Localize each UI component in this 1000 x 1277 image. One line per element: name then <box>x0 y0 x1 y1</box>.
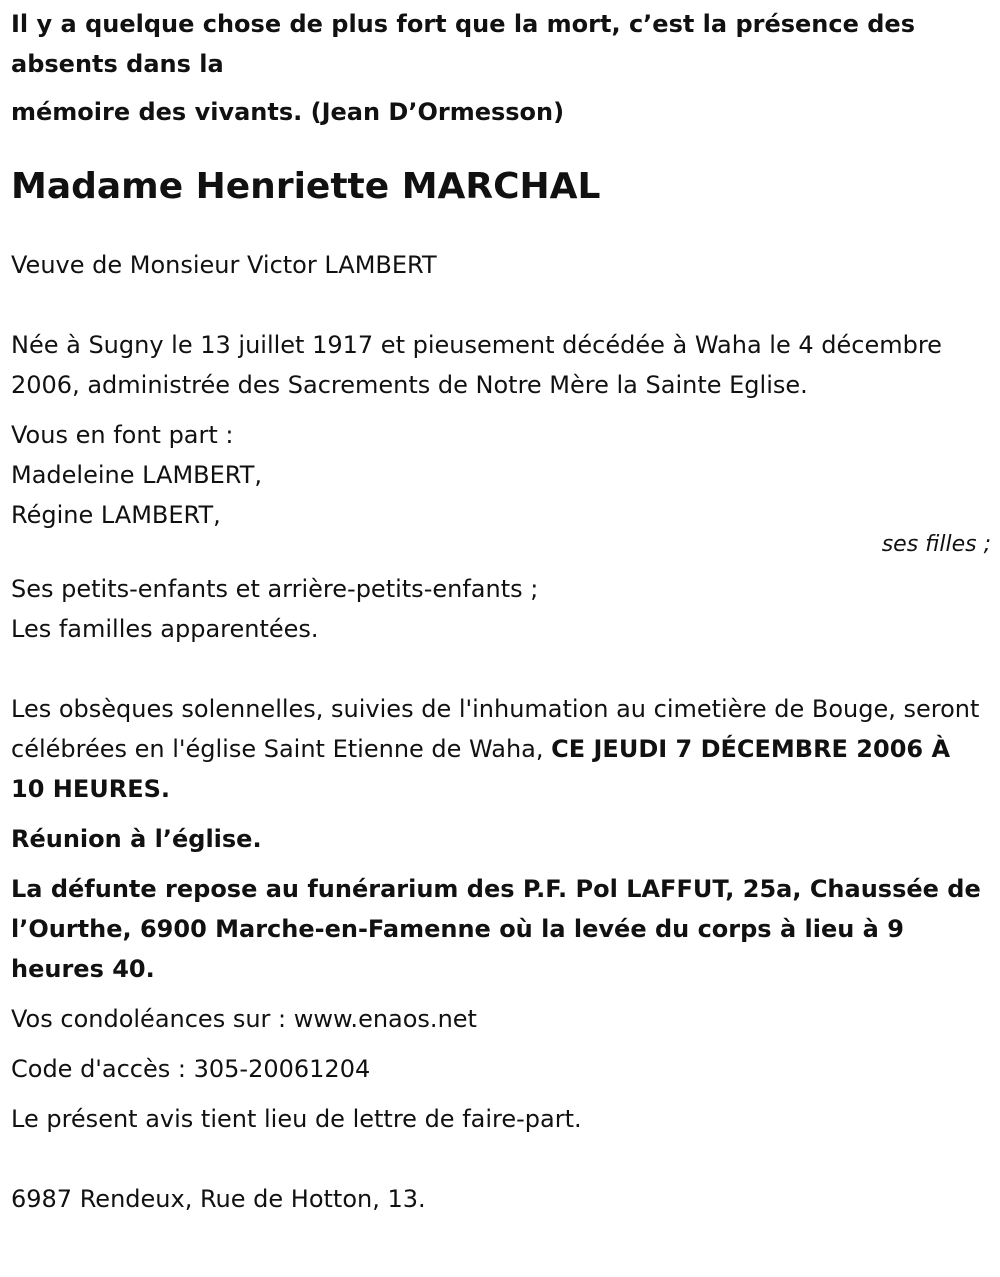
funeral-date: CE JEUDI 7 DÉCEMBRE 2006 À 10 HEURES. <box>11 735 951 803</box>
widow-of: Veuve de Monsieur Victor LAMBERT <box>11 251 437 279</box>
quote-line-2: mémoire des vivants. (Jean D’Ormesson) <box>11 98 565 126</box>
address-line: 6987 Rendeux, Rue de Hotton, 13. <box>11 1185 426 1213</box>
daughters-label: ses filles ; <box>881 532 991 557</box>
birth-death-text: Née à Sugny le 13 juillet 1917 et pieusement décédée à Waha le 4 décembre 2006, administrée des Sacrements de Notre Mère la Sainte Eglise. <box>11 331 942 399</box>
quote-line-1: Il y a quelque chose de plus fort que la mort, c’est la présence des absents dans la <box>11 10 915 78</box>
notice-line: Le présent avis tient lieu de lettre de faire-part. <box>11 1105 582 1133</box>
funeral-text <box>11 689 991 809</box>
daughter-name: Madeleine LAMBERT, <box>11 461 263 489</box>
announce-intro: Vous en font part : <box>11 421 234 449</box>
funeral-description: Les obsèques solennelles, suivies de l'inhumation au cimetière de Bouge, seront célébrées en l'église Saint Etienne de Waha, <box>11 695 980 763</box>
meeting-line: Réunion à l’église. <box>11 825 262 853</box>
access-code-line: Code d'accès : 305-20061204 <box>11 1055 371 1083</box>
obituary-notice <box>11 4 991 1219</box>
families-line: Les familles apparentées. <box>11 615 319 643</box>
daughter-name: Régine LAMBERT, <box>11 501 221 529</box>
grandchildren-line: Ses petits-enfants et arrière-petits-enfants ; <box>11 575 539 603</box>
deceased-name: Madame Henriette MARCHAL <box>11 166 601 207</box>
rest-place-text: La défunte repose au funérarium des P.F. Pol LAFFUT, 25a, Chaussée de l’Ourthe, 6900 Marche-en-Famenne où la levée du corps à lieu à 9 heures 40. <box>11 875 981 983</box>
condolences-line: Vos condoléances sur : www.enaos.net <box>11 1005 477 1033</box>
